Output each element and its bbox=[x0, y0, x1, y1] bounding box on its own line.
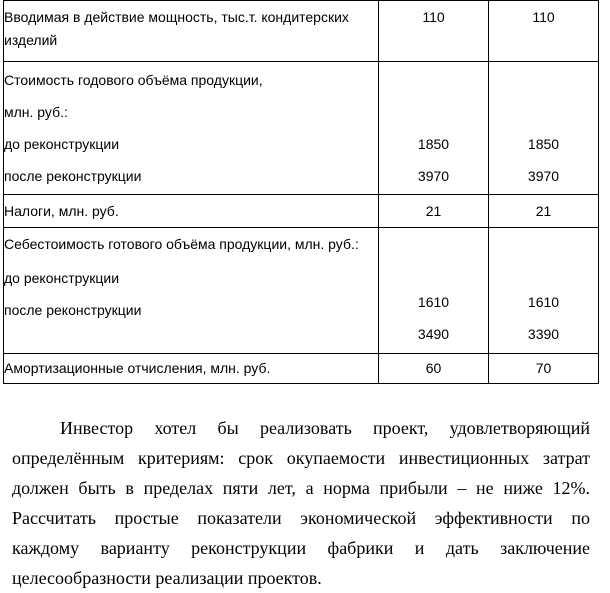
table-row bbox=[4, 195, 599, 228]
table-row bbox=[4, 228, 599, 354]
cell-variant1-depreciation: 60 bbox=[379, 354, 489, 384]
cell-variant2-output-value: 1850 3970 bbox=[489, 62, 599, 195]
row-label-depreciation: Амортизационные отчисления, млн. руб. bbox=[4, 354, 379, 384]
cell-variant1-output-value: 1850 3970 bbox=[379, 62, 489, 195]
cell-variant2-capacity: 110 bbox=[489, 1, 599, 62]
data-table bbox=[3, 0, 599, 384]
table-row bbox=[4, 1, 599, 62]
cell-variant2-taxes: 21 bbox=[489, 195, 599, 228]
cell-variant1-capacity: 110 bbox=[379, 1, 489, 62]
cell-variant1-taxes: 21 bbox=[379, 195, 489, 228]
row-label-cost: Себестоимость готового объёма продукции, млн. руб.: до реконструкции после реконструкции bbox=[4, 228, 379, 354]
cell-variant2-depreciation: 70 bbox=[489, 354, 599, 384]
table-row bbox=[4, 62, 599, 195]
row-label-capacity: Вводимая в действие мощность, тыс.т. кондитерских изделий bbox=[4, 1, 379, 62]
table-row bbox=[4, 354, 599, 384]
row-label-output-value: Стоимость годового объёма продукции, млн. руб.: до реконструкции после реконструкции bbox=[4, 62, 379, 195]
row-label-taxes: Налоги, млн. руб. bbox=[4, 195, 379, 228]
cell-variant2-cost: 1610 3390 bbox=[489, 228, 599, 354]
cell-variant1-cost: 1610 3490 bbox=[379, 228, 489, 354]
task-paragraph: Инвестор хотел бы реализовать проект, удовлетворяющий определённым критериям: срок окупаемости инвестиционных затрат должен быть в пределах пяти лет, а норма прибыли – не ниже 12%. Рассчитать простые показатели экономической эффективности по каждому варианту реконструкции фабрики и дать заключение целесообразности реализации проектов. bbox=[12, 418, 590, 588]
